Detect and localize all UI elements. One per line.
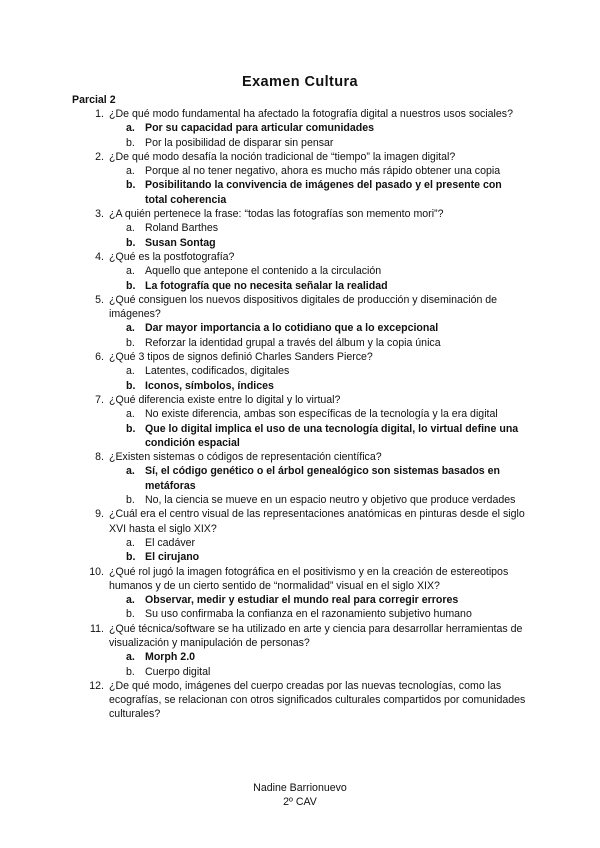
answer-option — [0, 364, 600, 378]
answer-option-correct — [0, 121, 600, 135]
question-number: 3. — [95, 208, 104, 221]
option-text: Morph 2.0 — [145, 651, 196, 664]
option-letter: b. — [126, 379, 136, 392]
question-number: 9. — [95, 508, 104, 521]
answer-option-correct — [0, 650, 600, 664]
answer-option-correct — [0, 178, 600, 207]
option-text: Aquello que antepone el contenido a la circulación — [145, 265, 382, 278]
answer-option-correct — [0, 379, 600, 393]
answer-options — [0, 264, 600, 293]
author-name: Nadine Barrionuevo — [253, 782, 347, 794]
question-number: 8. — [95, 451, 104, 464]
question-number: 6. — [95, 351, 104, 364]
option-letter: a. — [126, 265, 135, 278]
answer-options — [0, 221, 600, 250]
question-item — [0, 565, 600, 622]
option-letter: b. — [126, 279, 136, 292]
answer-options — [0, 121, 600, 150]
question-text: ¿A quién pertenece la frase: “todas las fotografías son memento mori”? — [109, 208, 444, 221]
option-text: Cuerpo digital — [145, 665, 211, 678]
answer-option — [0, 136, 600, 150]
option-text: Observar, medir y estudiar el mundo real para corregir errores — [145, 594, 459, 607]
question-list — [0, 107, 600, 722]
question-item — [0, 107, 600, 150]
question-text: ¿De qué modo, imágenes del cuerpo creadas por las nuevas tecnologías, como las ecografías, se relacionan con otros significados culturales compartidos por comunidades culturales? — [109, 679, 526, 721]
question-item — [0, 507, 600, 564]
option-letter: b. — [126, 494, 135, 507]
option-letter: a. — [126, 322, 135, 335]
question-number: 11. — [90, 622, 104, 635]
option-letter: a. — [126, 465, 135, 478]
question-item — [0, 450, 600, 507]
question-number: 1. — [95, 108, 104, 120]
option-letter: b. — [126, 136, 135, 149]
option-text: Porque al no tener negativo, ahora es mucho más rápido obtener una copia — [145, 165, 501, 178]
question-item — [0, 393, 600, 450]
option-text: Por su capacidad para articular comunidades — [145, 122, 375, 135]
question-text: ¿De qué modo fundamental ha afectado la fotografía digital a nuestros usos sociales? — [109, 108, 513, 120]
section-heading: Parcial 2 — [72, 94, 116, 106]
question-text: ¿Qué rol jugó la imagen fotográfica en el positivismo y en la creación de estereotipos humanos y de un cierto sentido de “normalidad” visual en el siglo XIX? — [109, 565, 509, 592]
answer-option — [0, 536, 600, 550]
answer-option-correct — [0, 422, 600, 451]
option-text: No, la ciencia se mueve en un espacio neutro y objetivo que produce verdades — [145, 494, 516, 507]
answer-option-correct — [0, 464, 600, 493]
option-letter: a. — [126, 165, 135, 178]
question-text: ¿Cuál era el centro visual de las representaciones anatómicas en pinturas desde el siglo XVI hasta el siglo XIX? — [109, 508, 525, 535]
option-text: El cadáver — [145, 536, 196, 549]
question-number: 5. — [95, 293, 104, 306]
answer-option — [0, 607, 600, 621]
option-text: Que lo digital implica el uso de una tecnología digital, lo virtual define una condición espacial — [145, 422, 519, 449]
question-item — [0, 207, 600, 250]
question-text: ¿Qué técnica/software se ha utilizado en arte y ciencia para desarrollar herramientas de visualización y manipulación de personas? — [109, 622, 523, 649]
option-letter: a. — [126, 222, 135, 235]
answer-option — [0, 336, 600, 350]
answer-options — [0, 650, 600, 679]
answer-option — [0, 665, 600, 679]
option-text: Por la posibilidad de disparar sin pensar — [145, 136, 334, 149]
option-letter: a. — [126, 594, 135, 607]
answer-options — [0, 593, 600, 622]
answer-option — [0, 221, 600, 235]
option-letter: b. — [126, 551, 136, 564]
option-text: Posibilitando la convivencia de imágenes del pasado y el presente con total coherencia — [145, 179, 502, 206]
answer-options — [0, 536, 600, 565]
answer-option-correct — [0, 279, 600, 293]
option-text: La fotografía que no necesita señalar la realidad — [145, 279, 388, 292]
answer-options — [0, 364, 600, 393]
question-item — [0, 250, 600, 293]
question-item — [0, 622, 600, 679]
question-number: 4. — [95, 250, 104, 263]
answer-option — [0, 493, 600, 507]
option-letter: b. — [126, 608, 135, 621]
option-text: Susan Sontag — [145, 236, 216, 249]
option-letter: a. — [126, 651, 135, 664]
question-text: ¿Qué 3 tipos de signos definió Charles Sanders Pierce? — [109, 351, 373, 364]
option-letter: a. — [126, 365, 135, 378]
answer-option — [0, 407, 600, 421]
option-letter: b. — [126, 665, 135, 678]
answer-option — [0, 164, 600, 178]
question-text: ¿De qué modo desafía la noción tradicional de “tiempo” la imagen digital? — [109, 150, 456, 163]
option-text: El cirujano — [145, 551, 200, 564]
class-label: 2º CAV — [283, 796, 317, 809]
answer-options — [0, 321, 600, 350]
option-letter: b. — [126, 179, 136, 192]
option-text: Latentes, codificados, digitales — [145, 365, 290, 378]
document-title: Examen Cultura — [242, 74, 358, 90]
answer-option-correct — [0, 321, 600, 335]
option-text: Su uso confirmaba la confianza en el razonamiento subjetivo humano — [145, 608, 472, 621]
option-letter: b. — [126, 422, 136, 435]
question-item — [0, 679, 600, 722]
option-letter: b. — [126, 236, 136, 249]
option-text: No existe diferencia, ambas son específicas de la tecnología y la era digital — [145, 408, 498, 421]
question-text: ¿Qué diferencia existe entre lo digital y lo virtual? — [109, 393, 341, 406]
answer-options — [0, 464, 600, 507]
option-text: Dar mayor importancia a lo cotidiano que a lo excepcional — [145, 322, 439, 335]
option-text: Sí, el código genético o el árbol genealógico son sistemas basados en metáforas — [145, 465, 500, 492]
option-text: Reforzar la identidad grupal a través del álbum y la copia única — [145, 336, 441, 349]
answer-option-correct — [0, 593, 600, 607]
answer-option — [0, 264, 600, 278]
option-letter: b. — [126, 336, 135, 349]
option-text: Iconos, símbolos, índices — [145, 379, 274, 392]
answer-options — [0, 164, 600, 207]
option-letter: a. — [126, 536, 135, 549]
option-text: Roland Barthes — [145, 222, 219, 235]
question-text: ¿Existen sistemas o códigos de representación científica? — [109, 451, 382, 464]
question-item — [0, 293, 600, 350]
question-item — [0, 350, 600, 393]
answer-option-correct — [0, 550, 600, 564]
question-number: 10. — [89, 565, 104, 578]
question-number: 7. — [95, 393, 104, 406]
option-letter: a. — [126, 122, 135, 135]
question-number: 12. — [89, 679, 104, 692]
question-number: 2. — [95, 150, 104, 163]
option-letter: a. — [126, 408, 135, 421]
answer-option-correct — [0, 236, 600, 250]
question-text: ¿Qué consiguen los nuevos dispositivos digitales de producción y diseminación de imágenes? — [109, 293, 498, 321]
page-footer — [0, 781, 600, 810]
question-item — [0, 150, 600, 207]
question-text: ¿Qué es la postfotografía? — [109, 250, 235, 263]
answer-options — [0, 407, 600, 450]
